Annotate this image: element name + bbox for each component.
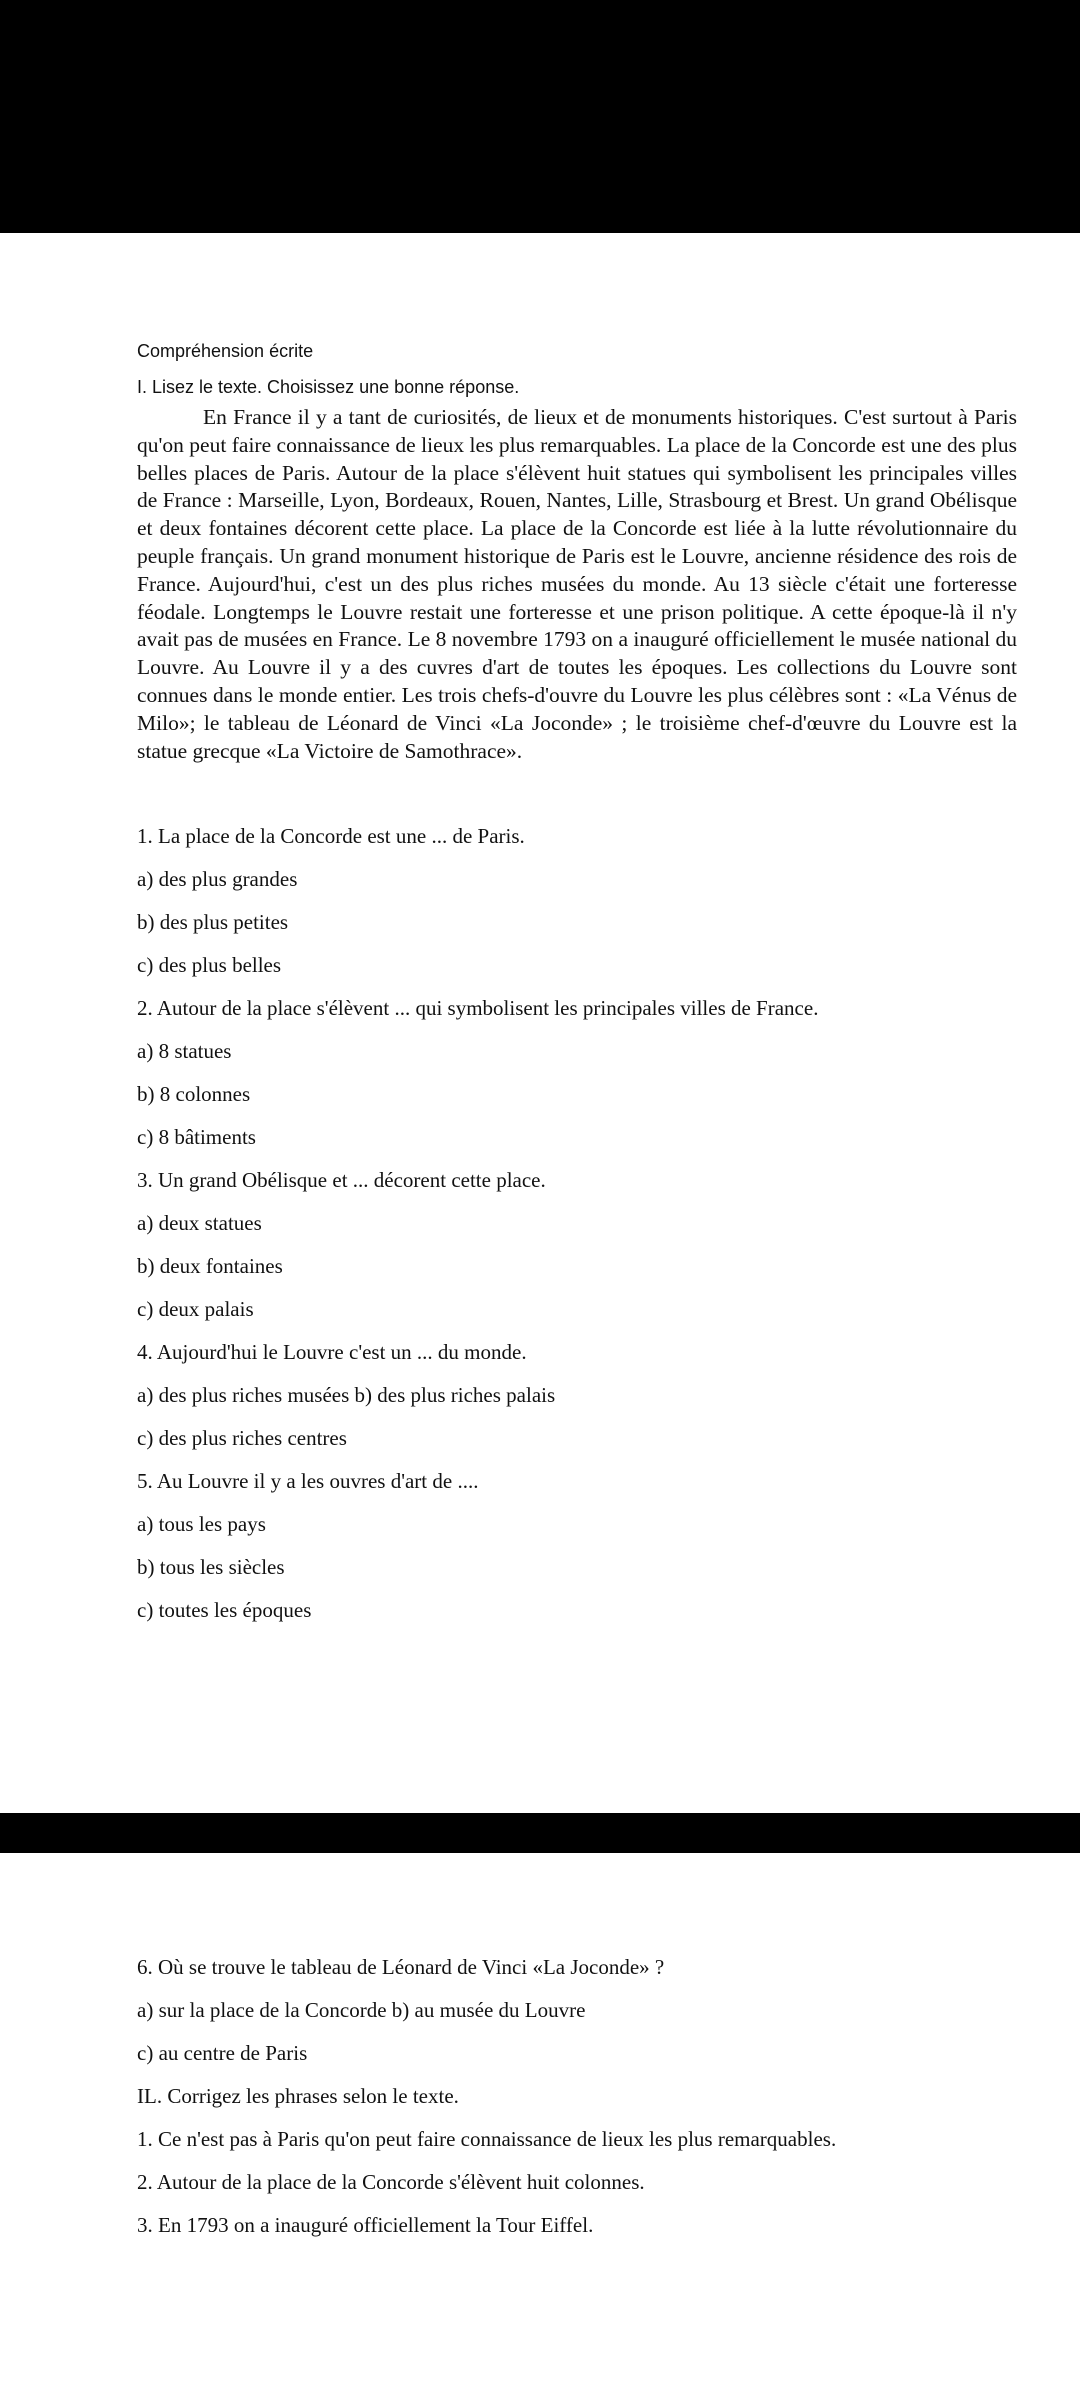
document-title: Compréhension écrite	[137, 341, 314, 361]
questions-list-1	[137, 821, 1017, 1638]
top-black-bar	[0, 0, 1080, 233]
question-line: 5. Au Louvre il y a les ouvres d'art de ....	[137, 1469, 479, 1494]
question-line: 6. Où se trouve le tableau de Léonard de Vinci «La Joconde» ?	[137, 1955, 665, 1979]
document-page-2	[137, 1952, 1017, 2253]
answer-option: c) toutes les époques	[137, 1598, 312, 1623]
question-line: 4. Aujourd'hui le Louvre c'est un ... du monde.	[137, 1340, 527, 1365]
answer-option: a) tous les pays	[137, 1512, 266, 1537]
answer-option: c) des plus riches centres	[137, 1426, 347, 1451]
document-page-1	[137, 328, 1017, 1638]
answer-option: c) deux palais	[137, 1297, 254, 1322]
answer-option: c) au centre de Paris	[137, 2041, 308, 2065]
question-line: 1. La place de la Concorde est une ... de Paris.	[137, 824, 525, 849]
answer-option: c) des plus belles	[137, 953, 282, 978]
answer-option: c) 8 bâtiments	[137, 1125, 256, 1150]
statement-line: 3. En 1793 on a inauguré officiellement la Tour Eiffel.	[137, 2213, 594, 2237]
answer-option: b) des plus petites	[137, 910, 289, 935]
answer-option: a) sur la place de la Concorde b) au musée du Louvre	[137, 1998, 586, 2022]
statement-line: 1. Ce n'est pas à Paris qu'on peut faire connaissance de lieux les plus remarquables.	[137, 2127, 837, 2151]
answer-option: a) des plus riches musées b) des plus riches palais	[137, 1383, 556, 1408]
reading-passage: En France il y a tant de curiosités, de lieux et de monuments historiques. C'est surtout à Paris qu'on peut faire connaissance de lieux les plus remarquables. La place de la Concorde est une des plus belles places de Paris. Autour de la place s'élèvent huit statues qui symbolisent les principales villes de France : Marseille, Lyon, Bordeaux, Rouen, Nantes, Lille, Strasbourg et Brest. Un grand Obélisque et deux fontaines décorent cette place. La place de la Concorde est liée à la lutte révolutionnaire du peuple français. Un grand monument historique de Paris est le Louvre, ancienne résidence des rois de France. Aujourd'hui, c'est un des plus riches musées du monde. Au 13 siècle c'était une forteresse féodale. Longtemps le Louvre restait une forteresse et une prison politique. A cette époque-là il n'y avait pas de musées en France. Le 8 novembre 1793 on a inauguré officiellement le musée national du Louvre. Au Louvre il y a des cuvres d'art de toutes les époques. Les collections du Louvre sont connues dans le monde entier. Les trois chefs-d'ouvre du Louvre les plus célèbres sont : «La Vénus de Milo»; le tableau de Léonard de Vinci «La Joconde» ; le troisième chef-d'œuvre du Louvre est la statue grecque «La Victoire de Samothrace».	[137, 405, 1017, 763]
question-line: 2. Autour de la place s'élèvent ... qui symbolisent les principales villes de France.	[137, 996, 819, 1021]
answer-option: b) deux fontaines	[137, 1254, 283, 1279]
instruction-text: I. Lisez le texte. Choisissez une bonne réponse.	[137, 377, 520, 397]
answer-option: b) tous les siècles	[137, 1555, 285, 1580]
question-line: 3. Un grand Obélisque et ... décorent cette place.	[137, 1168, 546, 1193]
statement-line: 2. Autour de la place de la Concorde s'élèvent huit colonnes.	[137, 2170, 645, 2194]
answer-option: a) des plus grandes	[137, 867, 298, 892]
answer-option: a) 8 statues	[137, 1039, 232, 1064]
answer-option: b) 8 colonnes	[137, 1082, 251, 1107]
answer-option: a) deux statues	[137, 1211, 262, 1236]
section-heading: IL. Corrigez les phrases selon le texte.	[137, 2084, 459, 2108]
page-separator-bar	[0, 1813, 1080, 1853]
